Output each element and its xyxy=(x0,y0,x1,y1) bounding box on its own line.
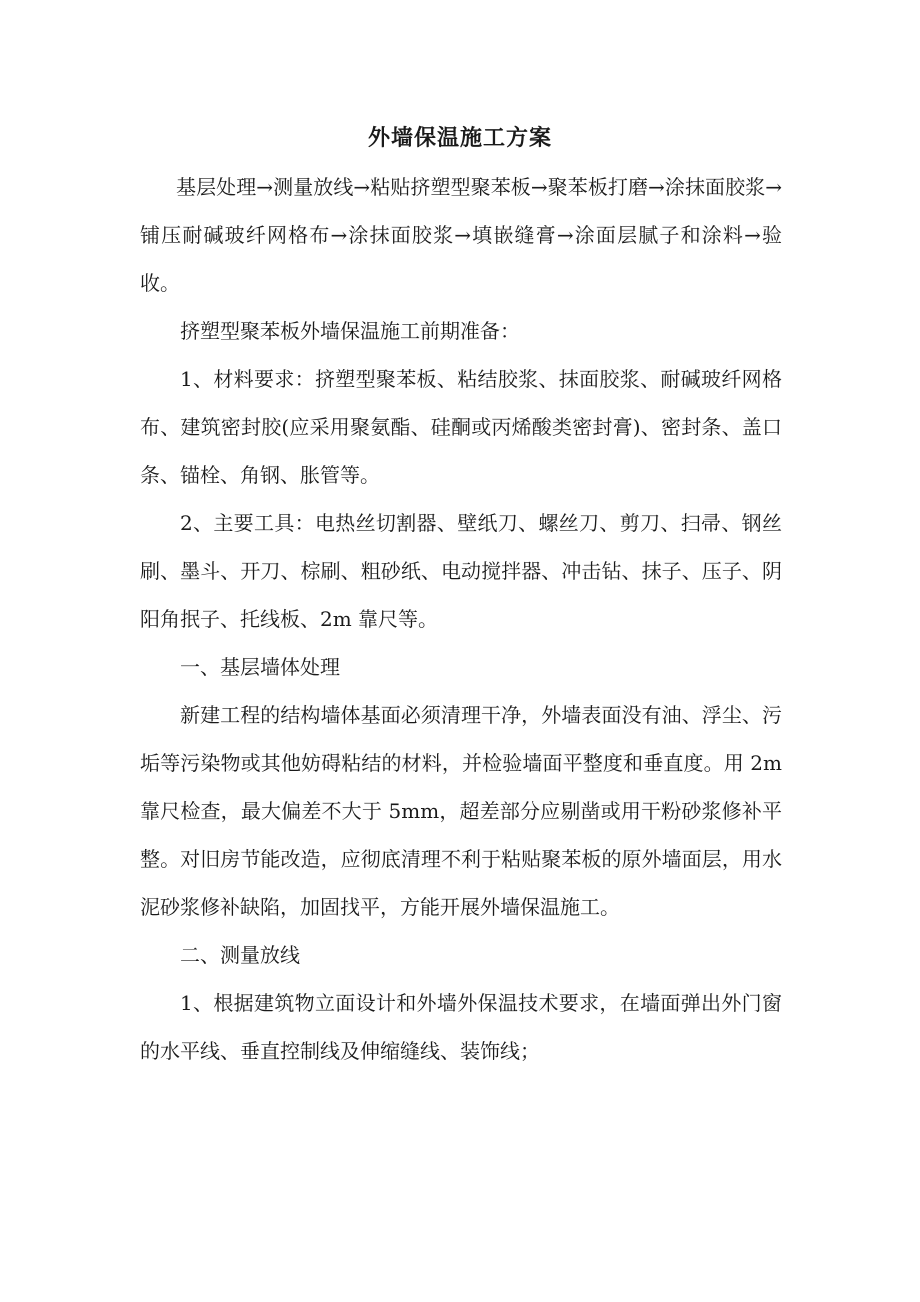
paragraph-main-tools: 2、主要工具：电热丝切割器、壁纸刀、螺丝刀、剪刀、扫帚、钢丝刷、墨斗、开刀、棕刷、粗砂纸、电动搅拌器、冲击钻、抹子、压子、阴阳角抿子、托线板、2m 靠尺等。 xyxy=(140,511,782,631)
section-heading-base-wall: 一、基层墙体处理 xyxy=(180,655,340,679)
paragraph-process-flow: 基层处理→测量放线→粘贴挤塑型聚苯板→聚苯板打磨→涂抹面胶浆→铺压耐碱玻纤网格布→涂抹面胶浆→填嵌缝膏→涂面层腻子和涂料→验收。 xyxy=(140,175,782,295)
section-heading-survey-layout: 二、测量放线 xyxy=(180,943,300,967)
paragraph-survey-step-1: 1、根据建筑物立面设计和外墙外保温技术要求，在墙面弹出外门窗的水平线、垂直控制线及伸缩缝线、装饰线； xyxy=(140,991,782,1063)
document-title: 外墙保温施工方案 xyxy=(367,125,552,151)
paragraph-preparation-heading: 挤塑型聚苯板外墙保温施工前期准备： xyxy=(180,319,520,343)
paragraph-material-requirements: 1、材料要求：挤塑型聚苯板、粘结胶浆、抹面胶浆、耐碱玻纤网格布、建筑密封胶(应采用聚氨酯、硅酮或丙烯酸类密封膏)、密封条、盖口条、锚栓、角钢、胀管等。 xyxy=(140,367,782,487)
paragraph-base-wall-treatment: 新建工程的结构墙体基面必须清理干净，外墙表面没有油、浮尘、污垢等污染物或其他妨碍粘结的材料，并检验墙面平整度和垂直度。用 2m 靠尺检查，最大偏差不大于 5mm，超差部分应剔凿或用干粉砂浆修补平整。对旧房节能改造，应彻底清理不利于粘贴聚苯板的原外墙面层，用水泥砂浆修补缺陷，加固找平，方能开展外墙保温施工。 xyxy=(140,703,782,919)
